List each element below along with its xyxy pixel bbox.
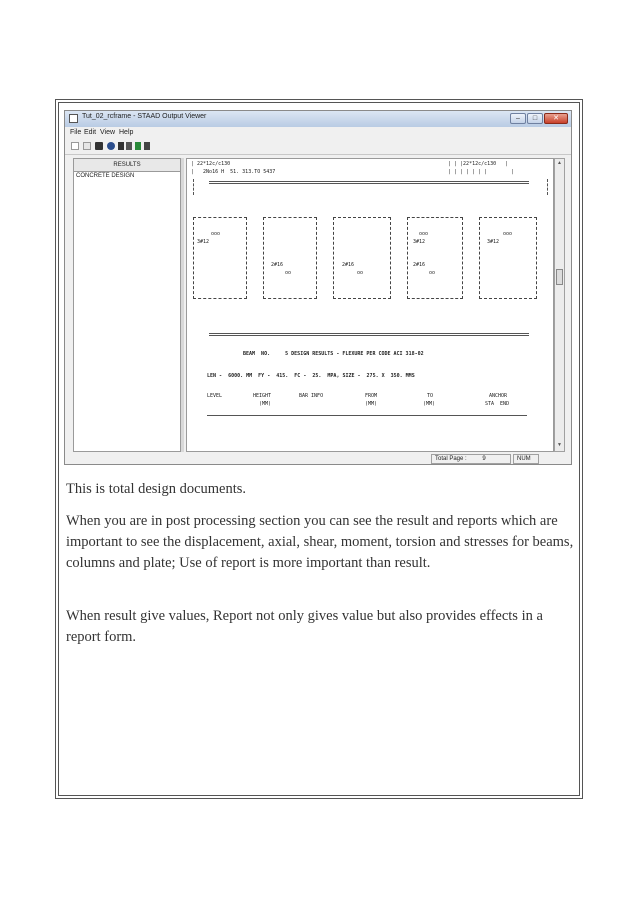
toolbar bbox=[65, 139, 571, 155]
section-box-3 bbox=[333, 217, 391, 299]
circles-2: oo bbox=[285, 270, 292, 276]
total-page-value: 9 bbox=[482, 456, 486, 462]
maximize-button[interactable]: □ bbox=[527, 113, 543, 124]
tree-item-concrete-design[interactable]: CONCRETE DESIGN bbox=[76, 173, 135, 179]
results-tab[interactable]: RESULTS bbox=[74, 159, 180, 172]
panel-splitter[interactable] bbox=[181, 158, 184, 452]
col-to: TO bbox=[427, 393, 434, 399]
bars-2: 2#16 bbox=[271, 262, 284, 268]
first-page-icon[interactable] bbox=[118, 142, 124, 150]
section-box-1 bbox=[193, 217, 247, 299]
help-icon[interactable] bbox=[144, 142, 150, 150]
bars-4: 3#12 bbox=[413, 239, 426, 245]
window-controls bbox=[510, 113, 568, 125]
total-page-label: Total Page : bbox=[435, 456, 467, 462]
output-line-2-right: | | | | | | | | bbox=[448, 169, 515, 175]
menu-edit[interactable]: Edit bbox=[84, 129, 97, 136]
scroll-thumb[interactable] bbox=[556, 269, 563, 285]
circles-1: ooo bbox=[211, 231, 221, 237]
col-anchor: ANCHOR bbox=[489, 393, 508, 399]
window-title: Tut_02_rcframe - STAAD Output Viewer bbox=[82, 113, 207, 120]
table-rule bbox=[207, 415, 527, 416]
next-page-icon[interactable] bbox=[135, 142, 141, 150]
print-icon[interactable] bbox=[95, 142, 103, 150]
bars-4b: 2#16 bbox=[413, 262, 426, 268]
report-content-panel bbox=[186, 158, 554, 452]
title-bar[interactable] bbox=[65, 111, 571, 127]
menu-view[interactable]: View bbox=[100, 129, 116, 136]
section-box-4 bbox=[407, 217, 463, 299]
col-height: HEIGHT bbox=[253, 393, 272, 399]
paragraph-1: This is total design documents. bbox=[66, 481, 247, 497]
scroll-up-icon[interactable]: ▲ bbox=[557, 161, 562, 166]
circles-4: ooo bbox=[419, 231, 429, 237]
len-line: LEN - 6000. MM FY - 415. FC - 25. MPA, SIZE - 275. X 350. MMS bbox=[207, 373, 415, 379]
section-box-2 bbox=[263, 217, 317, 299]
col-anchor-sub: STA END bbox=[485, 401, 510, 407]
new-icon[interactable] bbox=[71, 142, 79, 150]
beam-header: BEAM NO. 5 DESIGN RESULTS - FLEXURE PER CODE ACI 318-02 bbox=[243, 351, 424, 357]
app-icon bbox=[69, 114, 78, 123]
output-line-2-left: | 2No16 H 51. 313.TO 5437 bbox=[191, 169, 276, 175]
edge-tick-left bbox=[193, 179, 194, 195]
find-icon[interactable] bbox=[107, 142, 115, 150]
bars-3: 2#16 bbox=[342, 262, 355, 268]
close-button[interactable]: ✕ bbox=[544, 113, 568, 124]
output-line-1-right: | | |22*12c/c130 | bbox=[448, 161, 509, 167]
staad-output-viewer-window bbox=[64, 110, 572, 465]
bars-1: 3#12 bbox=[197, 239, 210, 245]
output-line-1-left: | 22*12c/c130 bbox=[191, 161, 231, 167]
results-tree-panel bbox=[73, 158, 181, 452]
col-bar-info: BAR INFO bbox=[299, 393, 324, 399]
divider-beam bbox=[209, 333, 529, 336]
copy-icon[interactable] bbox=[83, 142, 91, 150]
col-to-unit: (MM) bbox=[423, 401, 436, 407]
previous-page-icon[interactable] bbox=[126, 142, 132, 150]
divider-top bbox=[209, 181, 529, 184]
menu-file[interactable]: File bbox=[70, 129, 82, 136]
edge-tick-right bbox=[547, 179, 548, 195]
col-height-unit: (MM) bbox=[259, 401, 272, 407]
menu-help[interactable]: Help bbox=[119, 129, 134, 136]
scroll-down-icon[interactable]: ▼ bbox=[557, 443, 562, 448]
bars-5: 3#12 bbox=[487, 239, 500, 245]
paragraph-2: When you are in post processing section you can see the result and reports which are important to see the displacement, axial, shear, moment, torsion and stresses for beams, columns and plate; Use of report is more important than result. bbox=[66, 513, 574, 571]
circles-5: ooo bbox=[503, 231, 513, 237]
section-box-5 bbox=[479, 217, 537, 299]
vertical-scrollbar[interactable] bbox=[554, 158, 565, 452]
minimize-button[interactable]: ‒ bbox=[510, 113, 526, 124]
paragraph-3: When result give values, Report not only gives value but also provides effects in a report form. bbox=[66, 608, 543, 645]
status-bar bbox=[65, 453, 571, 465]
col-from-unit: (MM) bbox=[365, 401, 378, 407]
total-page-status bbox=[431, 454, 511, 464]
circles-4b: oo bbox=[429, 270, 436, 276]
col-from: FROM bbox=[365, 393, 378, 399]
num-lock-status: NUM bbox=[513, 454, 539, 464]
col-level: LEVEL bbox=[207, 393, 223, 399]
circles-3: oo bbox=[357, 270, 364, 276]
menu-bar bbox=[65, 128, 571, 139]
